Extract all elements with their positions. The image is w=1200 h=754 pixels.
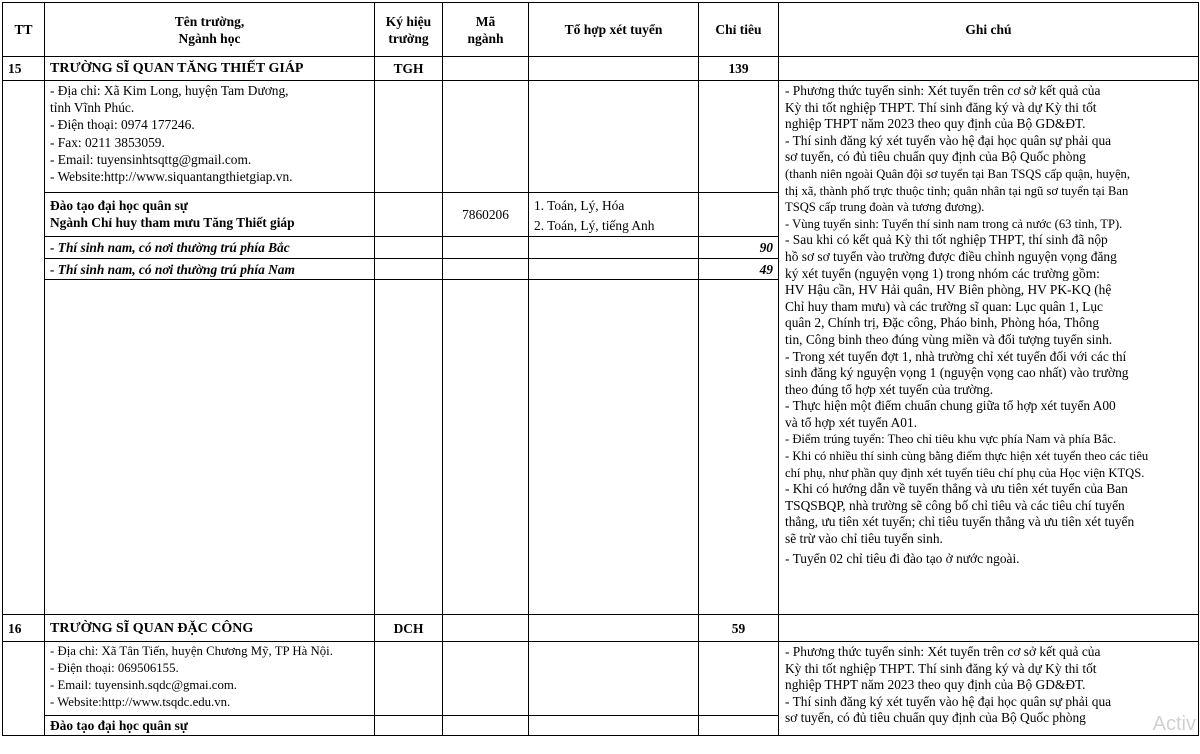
empty-cell xyxy=(443,81,529,193)
note-line: - Điểm trúng tuyển: Theo chỉ tiêu khu vực phía Nam và phía Bắc. xyxy=(785,432,1117,447)
note-line: chí phụ, như phần quy định xét tuyển tiêu chí phụ của Học viện KTQS. xyxy=(785,465,1145,480)
school-16-notes xyxy=(779,642,1199,736)
school-16-tt: 16 xyxy=(3,615,45,642)
school-15-south-quota: 49 xyxy=(699,259,779,280)
empty-cell xyxy=(529,280,699,615)
header-major-code-line1: Mã xyxy=(475,13,496,29)
school-16-name: TRƯỜNG SĨ QUAN ĐẶC CÔNG xyxy=(45,615,375,642)
school-16-program: Đào tạo đại học quân sự xyxy=(45,716,375,736)
empty-cell xyxy=(529,259,699,280)
school-15-tt: 15 xyxy=(3,57,45,81)
header-school-name-line2: Ngành học xyxy=(178,30,241,46)
school-15-major-empty xyxy=(443,57,529,81)
note-line: - Khi có nhiều thí sinh cùng bằng điểm thực hiện xét tuyển theo các tiêu xyxy=(785,449,1149,464)
note-line: - Thực hiện một điểm chuẩn chung giữa tổ hợp xét tuyển A00 xyxy=(785,398,1116,414)
school-15-contact-line: tỉnh Vĩnh Phúc. xyxy=(50,100,135,116)
empty-cell xyxy=(699,193,779,237)
note-line: thị xã, thành phố trực thuộc tỉnh; quân nhân tại ngũ sơ tuyển tại Ban xyxy=(785,183,1129,198)
empty-cell xyxy=(375,81,443,193)
empty-cell xyxy=(375,280,443,615)
header-school-name xyxy=(45,3,375,57)
empty-cell xyxy=(529,642,699,716)
empty-cell xyxy=(699,642,779,716)
empty-cell xyxy=(443,615,529,642)
school-15-south-label: - Thí sinh nam, có nơi thường trú phía Nam xyxy=(45,259,375,280)
empty-cell xyxy=(375,259,443,280)
table-row xyxy=(3,81,1199,193)
school-16-contact-line: - Điện thoại: 069506155. xyxy=(50,661,179,675)
header-school-code-line1: Ký hiệu xyxy=(385,13,432,29)
school-16-contact-line: - Địa chỉ: Xã Tân Tiến, huyện Chương Mỹ, TP Hà Nội. xyxy=(50,644,333,658)
note-line: TSQS cấp trung đoàn và tương đương). xyxy=(785,200,985,215)
school-15-program-line1: Đào tạo đại học quân sự xyxy=(50,198,188,213)
header-combination: Tổ hợp xét tuyển xyxy=(529,3,699,57)
school-15-code: TGH xyxy=(375,57,443,81)
note-line: - Khi có hướng dẫn về tuyển thẳng và ưu tiên xét tuyển của Ban xyxy=(785,481,1128,497)
empty-cell xyxy=(375,237,443,259)
header-school-code-line2: trường xyxy=(388,30,429,46)
school-15-north-quota: 90 xyxy=(699,237,779,259)
note-line: theo đúng tổ hợp xét tuyển của trường. xyxy=(785,381,994,397)
empty-cell xyxy=(529,237,699,259)
note-line: - Phương thức tuyển sinh: Xét tuyển trên cơ sở kết quả của xyxy=(785,644,1101,659)
note-line: (thanh niên ngoài Quân đội sơ tuyển tại Ban TSQS cấp quận, huyện, xyxy=(785,166,1130,181)
note-line: sinh đăng ký nguyện vọng 1 (nguyện vọng cao nhất) vào trường xyxy=(785,365,1129,381)
school-15-contact-line: - Fax: 0211 3853059. xyxy=(50,134,165,150)
school-15-tt-span xyxy=(3,81,45,615)
note-line: - Thí sinh đăng ký xét tuyển vào hệ đại học quân sự phải qua xyxy=(785,693,1112,709)
school-16-tt-span xyxy=(3,642,45,736)
table-row xyxy=(3,57,1199,81)
header-school-name-line1: Tên trường, xyxy=(174,13,245,29)
school-15-program-line2: Ngành Chỉ huy tham mưu Tăng Thiết giáp xyxy=(50,215,295,230)
header-major-code xyxy=(443,3,529,57)
note-line: quân 2, Chính trị, Đặc công, Pháo binh, Phòng hóa, Thông xyxy=(785,315,1100,331)
empty-cell xyxy=(699,716,779,736)
school-15-contact-line: - Địa chỉ: Xã Kim Long, huyện Tam Dương, xyxy=(50,83,289,98)
school-15-name: TRƯỜNG SĨ QUAN TĂNG THIẾT GIÁP xyxy=(45,57,375,81)
table-header-row xyxy=(3,3,1199,57)
school-15-program xyxy=(45,193,375,237)
empty-cell xyxy=(699,81,779,193)
header-notes: Ghi chú xyxy=(779,3,1199,57)
note-line: và tổ hợp xét tuyển A01. xyxy=(785,414,918,430)
empty-cell xyxy=(443,716,529,736)
note-line: Kỳ thi tốt nghiệp THPT. Thí sinh đăng ký và dự Kỳ thi tốt xyxy=(785,99,1097,115)
school-15-north-label: - Thí sinh nam, có nơi thường trú phía Bắc xyxy=(45,237,375,259)
school-15-notes-empty xyxy=(779,57,1199,81)
school-15-quota: 139 xyxy=(699,57,779,81)
school-15-combinations xyxy=(529,193,699,237)
table-row xyxy=(3,615,1199,642)
note-line: - Thí sinh đăng ký xét tuyển vào hệ đại học quân sự phải qua xyxy=(785,132,1112,148)
note-line: nghiệp THPT năm 2023 theo quy định của Bộ GD&ĐT. xyxy=(785,116,1086,132)
note-line: Kỳ thi tốt nghiệp THPT. Thí sinh đăng ký và dự Kỳ thi tốt xyxy=(785,660,1097,676)
note-line: - Vùng tuyển sinh: Tuyển thí sinh nam trong cả nước (63 tỉnh, TP). xyxy=(785,216,1123,231)
note-line: ký xét tuyển (nguyện vọng 1) trong nhóm các trường gồm: xyxy=(785,265,1100,281)
school-15-contact-line: - Website:http://www.siquantangthietgiap.vn. xyxy=(50,169,293,185)
empty-cell xyxy=(375,193,443,237)
note-line: sơ tuyển, có đủ tiêu chuẩn quy định của Bộ Quốc phòng xyxy=(785,710,1086,726)
note-line: HV Hậu cần, HV Hải quân, HV Biên phòng, HV PK-KQ (hệ xyxy=(785,282,1112,298)
school-15-contact xyxy=(45,81,375,193)
header-tt: TT xyxy=(3,3,45,57)
note-line: thẳng, ưu tiên xét tuyển; chỉ tiêu tuyển thẳng và ưu tiên xét tuyển xyxy=(785,514,1135,530)
note-line: - Phương thức tuyển sinh: Xét tuyển trên cơ sở kết quả của xyxy=(785,83,1101,98)
empty-cell xyxy=(375,642,443,716)
note-line: - Trong xét tuyển đợt 1, nhà trường chỉ xét tuyển đối với các thí xyxy=(785,348,1127,364)
activation-watermark: Activ xyxy=(1152,713,1196,735)
note-line: sẽ trừ vào chỉ tiêu tuyển sinh. xyxy=(785,531,943,547)
empty-cell xyxy=(779,615,1199,642)
empty-cell xyxy=(529,716,699,736)
header-school-code xyxy=(375,3,443,57)
empty-cell xyxy=(45,280,375,615)
combination-item: 2. Toán, Lý, tiếng Anh xyxy=(534,218,655,233)
school-15-major-code: 7860206 xyxy=(443,193,529,237)
school-16-contact-line: - Email: tuyensinh.sqdc@gmai.com. xyxy=(50,678,237,692)
school-16-quota: 59 xyxy=(699,615,779,642)
note-line: hồ sơ sơ tuyển vào trường được điều chỉnh nguyện vọng đăng xyxy=(785,248,1117,264)
note-line: TSQSBQP, nhà trường sẽ công bố chỉ tiêu và các tiêu chí tuyển xyxy=(785,497,1125,513)
empty-cell xyxy=(529,81,699,193)
table-row xyxy=(3,642,1199,716)
empty-cell xyxy=(529,615,699,642)
header-major-code-line2: ngành xyxy=(467,30,504,46)
note-line: nghiệp THPT năm 2023 theo quy định của Bộ GD&ĐT. xyxy=(785,677,1086,693)
school-15-contact-line: - Điện thoại: 0974 177246. xyxy=(50,117,195,133)
admissions-table xyxy=(2,2,1199,736)
empty-cell xyxy=(443,237,529,259)
school-16-contact xyxy=(45,642,375,716)
note-line: Chỉ huy tham mưu) và các trường sĩ quan: Lục quân 1, Lục xyxy=(785,298,1103,314)
empty-cell xyxy=(443,259,529,280)
empty-cell xyxy=(375,716,443,736)
header-quota: Chỉ tiêu xyxy=(699,3,779,57)
school-15-combo-empty xyxy=(529,57,699,81)
school-16-contact-line: - Website:http://www.tsqdc.edu.vn. xyxy=(50,695,231,709)
note-line: - Sau khi có kết quả Kỳ thi tốt nghiệp THPT, thí sinh đã nộp xyxy=(785,232,1108,248)
note-line: - Tuyển 02 chỉ tiêu đi đào tạo ở nước ngoài. xyxy=(785,550,1020,566)
empty-cell xyxy=(443,642,529,716)
school-15-notes xyxy=(779,81,1199,615)
empty-cell xyxy=(699,280,779,615)
note-line: sơ tuyển, có đủ tiêu chuẩn quy định của Bộ Quốc phòng xyxy=(785,149,1086,165)
note-line: tin, Công binh theo đúng vùng miền và đối tượng tuyển sinh. xyxy=(785,331,1113,347)
empty-cell xyxy=(443,280,529,615)
school-16-code: DCH xyxy=(375,615,443,642)
school-15-contact-line: - Email: tuyensinhtsqttg@gmail.com. xyxy=(50,151,252,167)
combination-item: 1. Toán, Lý, Hóa xyxy=(534,198,625,213)
